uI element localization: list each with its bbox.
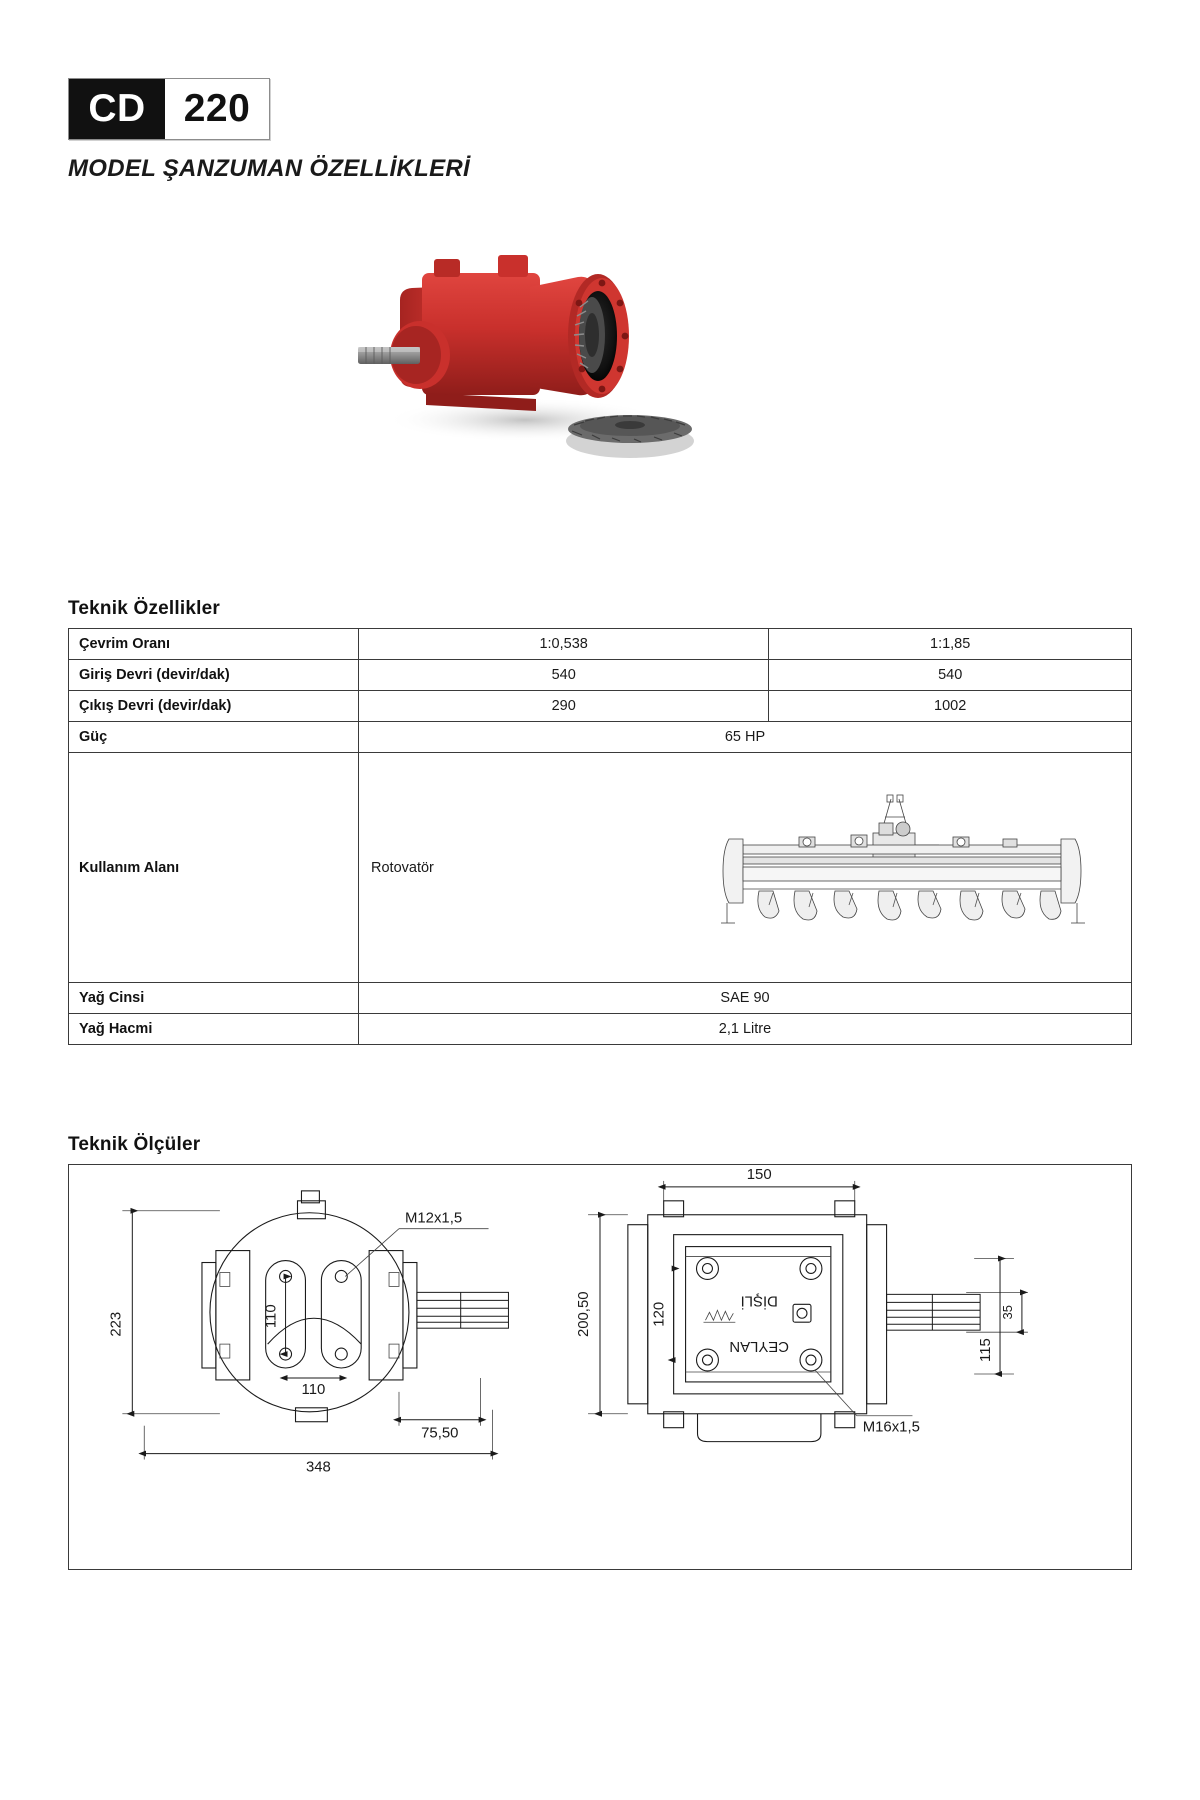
gearbox-illustration [330,215,750,495]
model-badge [68,78,270,140]
table-row [69,691,1132,722]
dim-inner-width: 110 [301,1380,326,1398]
page-header [68,78,668,183]
spec-value-col2: 1002 [769,691,1132,722]
dim-thread-m12: M12x1,5 [404,1209,463,1227]
spec-label: Yağ Hacmi [69,1014,359,1045]
top-view-drawing [575,1166,1028,1442]
usage-cell [359,753,1132,983]
rotovator-illustration [703,793,1103,943]
table-row [69,660,1132,691]
dim-inner-height-top: 120 [650,1301,668,1327]
front-view-drawing [107,1191,508,1476]
page-subtitle: MODEL ŞANZUMAN ÖZELLİKLERİ [68,155,471,182]
spec-label: Kullanım Alanı [69,753,359,983]
dim-width-total: 348 [305,1458,331,1476]
spec-value-col1: 290 [359,691,769,722]
model-prefix: CD [69,79,165,139]
spec-label: Çıkış Devri (devir/dak) [69,691,359,722]
dim-thread-m16: M16x1,5 [862,1418,920,1436]
specs-heading: Teknik Özellikler [68,598,220,619]
table-row [69,1014,1132,1045]
technical-drawings [69,1165,1131,1569]
spec-value-merged: 65 HP [359,722,1132,753]
dim-shaft-large: 115 [977,1338,995,1362]
technical-drawings-box [68,1164,1132,1570]
spec-value-col1: 1:0,538 [359,629,769,660]
spec-value-merged: SAE 90 [359,983,1132,1014]
spec-label: Yağ Cinsi [69,983,359,1014]
dim-width-top: 150 [746,1165,772,1183]
spec-value-col2: 540 [769,660,1132,691]
dim-height-total: 223 [107,1311,125,1337]
spec-label: Güç [69,722,359,753]
dimensions-heading: Teknik Ölçüler [68,1134,201,1155]
spec-value-col2: 1:1,85 [769,629,1132,660]
spec-value-merged: 2,1 Litre [359,1014,1132,1045]
dim-inner-height: 110 [262,1304,280,1329]
spec-value-col1: 540 [359,660,769,691]
brand-text-disli: DİŞLİ [740,1292,778,1310]
technical-specs-table [68,628,1132,1045]
brand-text-ceylan: CEYLAN [729,1338,790,1356]
table-row [69,722,1132,753]
usage-value: Rotovatör [371,859,434,876]
model-number: 220 [165,79,269,139]
spec-label: Çevrim Oranı [69,629,359,660]
dim-shaft-offset: 75,50 [421,1424,459,1442]
product-photo [330,215,750,495]
dim-height-total-top: 200,50 [575,1291,593,1338]
dim-shaft-small: 35 [999,1305,1015,1320]
table-row-usage [69,753,1132,983]
table-row [69,629,1132,660]
spec-label: Giriş Devri (devir/dak) [69,660,359,691]
table-row [69,983,1132,1014]
